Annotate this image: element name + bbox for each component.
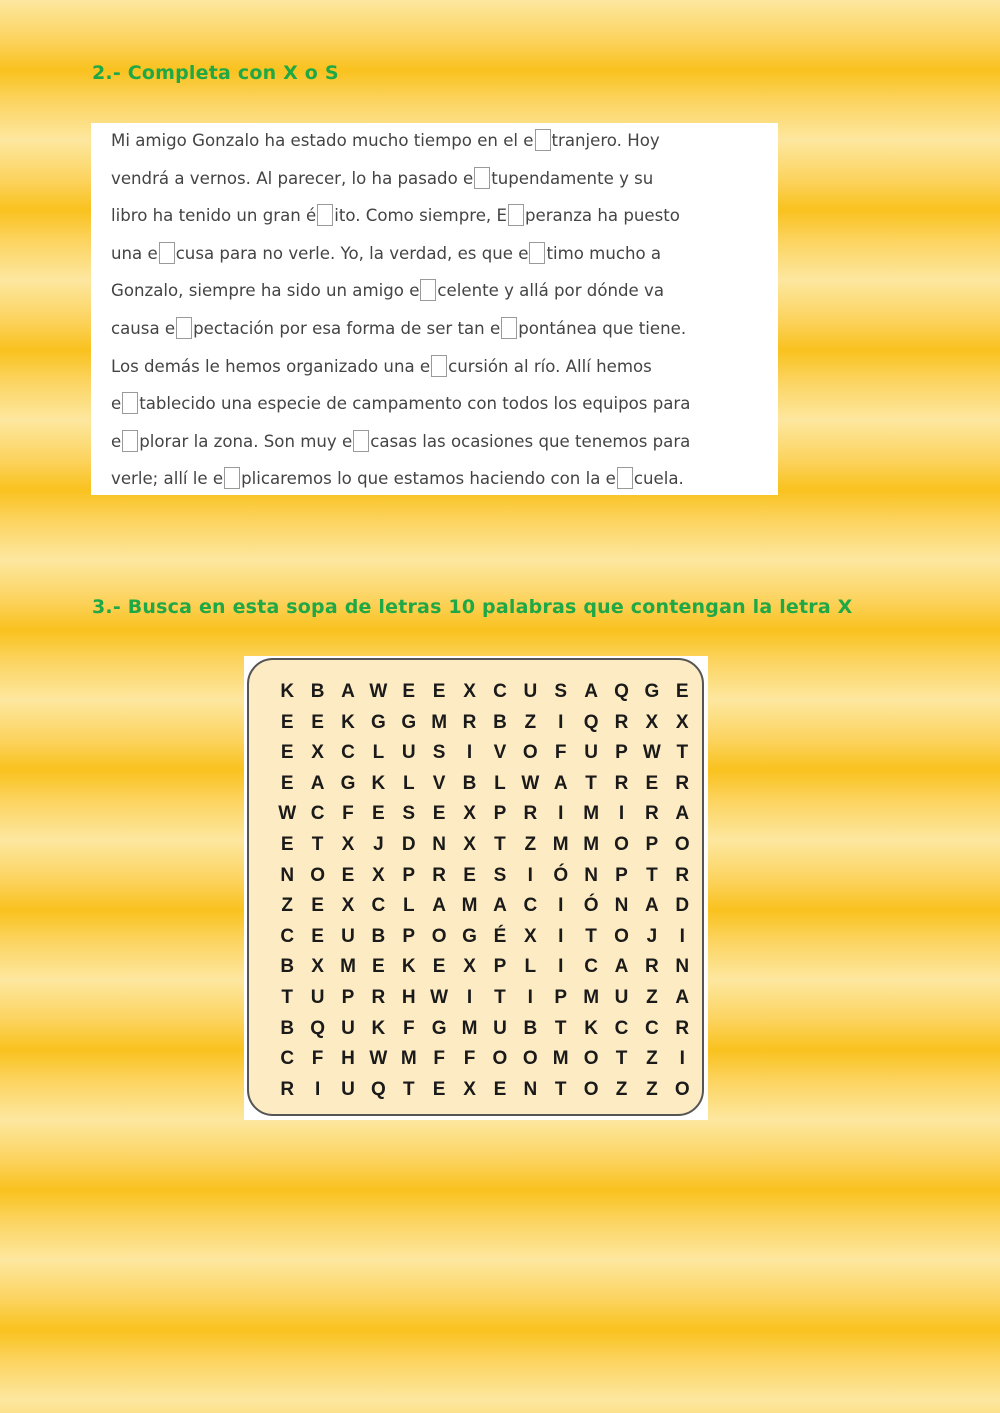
letter-cell[interactable]: I — [558, 956, 564, 978]
text-line — [111, 314, 778, 352]
letter-cell[interactable]: N — [432, 833, 447, 855]
text-segment: tranjero. Hoy — [551, 131, 660, 150]
letter-cell[interactable]: X — [463, 833, 476, 855]
letter-cell[interactable]: R — [645, 803, 659, 825]
letter-cell[interactable]: T — [311, 833, 324, 855]
letter-cell[interactable]: T — [646, 864, 658, 886]
letter-cell[interactable]: R — [645, 956, 659, 978]
text-segment: plicaremos lo que estamos haciendo con la e — [241, 469, 616, 489]
letter-cell[interactable]: X — [675, 711, 689, 733]
letter-cell[interactable]: T — [402, 1078, 415, 1100]
text-line — [111, 239, 778, 277]
letter-cell[interactable]: U — [341, 1017, 355, 1039]
letter-cell[interactable]: P — [615, 742, 628, 764]
letter-cell[interactable]: C — [310, 803, 325, 825]
text-segment: una e — [111, 243, 158, 263]
letter-cell[interactable]: Z — [646, 986, 658, 1008]
letter-cell[interactable]: K — [401, 956, 416, 978]
letter-cell[interactable]: B — [310, 681, 325, 702]
letter-cell[interactable]: A — [645, 895, 659, 917]
letter-cell[interactable]: T — [615, 1048, 628, 1070]
letter-cell[interactable]: T — [585, 772, 597, 794]
text-segment: Mi amigo Gonzalo ha estado mucho tiempo en el e — [111, 131, 534, 150]
letter-cell[interactable]: Q — [370, 1078, 386, 1100]
letter-blank-input[interactable] — [159, 242, 175, 264]
letter-cell[interactable]: A — [432, 895, 447, 917]
letter-cell[interactable]: M — [461, 895, 478, 917]
letter-cell[interactable]: Q — [614, 681, 629, 702]
letter-cell[interactable]: I — [558, 803, 564, 825]
letter-blank-input[interactable] — [617, 467, 633, 489]
letter-cell[interactable]: X — [311, 742, 324, 764]
text-segment: timo mucho a — [546, 243, 662, 263]
text-segment: cursión al río. Allí hemos — [448, 356, 652, 376]
letter-cell[interactable]: T — [494, 833, 506, 855]
letter-cell[interactable]: X — [311, 956, 324, 978]
letter-cell[interactable]: G — [644, 681, 660, 702]
letter-cell[interactable]: M — [461, 1017, 478, 1039]
letter-cell[interactable]: K — [280, 681, 295, 702]
letter-cell[interactable]: V — [493, 742, 507, 764]
text-segment: causa e — [111, 318, 176, 338]
text-segment: cuela. — [633, 469, 684, 489]
letter-cell[interactable]: L — [372, 742, 385, 764]
letter-cell[interactable]: G — [340, 772, 356, 794]
letter-cell[interactable]: I — [679, 925, 685, 947]
letter-cell[interactable]: O — [522, 1048, 538, 1070]
letter-cell[interactable]: O — [614, 925, 629, 947]
letter-cell[interactable]: F — [554, 742, 567, 764]
letter-cell[interactable]: S — [554, 681, 568, 702]
letter-cell[interactable]: W — [278, 803, 297, 825]
letter-cell[interactable]: R — [675, 864, 690, 886]
letter-cell[interactable]: N — [523, 1078, 538, 1100]
letter-cell[interactable]: O — [492, 1048, 508, 1070]
letter-cell[interactable]: A — [553, 772, 568, 794]
letter-cell[interactable]: P — [402, 864, 416, 886]
letter-cell[interactable]: U — [584, 742, 598, 764]
letter-cell[interactable]: Z — [646, 1048, 658, 1070]
letter-cell[interactable]: C — [341, 742, 355, 764]
letter-cell[interactable]: M — [583, 803, 600, 825]
letter-cell[interactable]: U — [523, 681, 538, 702]
letter-blank-input[interactable] — [176, 317, 192, 339]
letter-cell[interactable]: I — [679, 1048, 685, 1070]
text-segment: vendrá a vernos. Al parecer, lo ha pasado e — [111, 168, 474, 188]
exercise-2-heading: 2.- Completa con X o S — [92, 62, 339, 84]
letter-cell[interactable]: O — [674, 833, 690, 855]
letter-cell[interactable]: L — [494, 772, 506, 794]
letter-cell[interactable]: I — [527, 864, 533, 886]
letter-cell[interactable]: M — [400, 1048, 417, 1070]
letter-cell[interactable]: Z — [615, 1078, 628, 1100]
letter-cell[interactable]: M — [552, 833, 569, 855]
text-line — [111, 164, 778, 202]
letter-cell[interactable]: N — [584, 864, 598, 886]
letter-cell[interactable]: O — [614, 833, 629, 855]
letter-cell[interactable]: T — [554, 1078, 567, 1100]
letter-cell[interactable]: C — [584, 956, 598, 978]
letter-blank-input[interactable] — [317, 204, 333, 226]
letter-cell[interactable]: C — [280, 1048, 295, 1070]
letter-cell[interactable]: F — [402, 1017, 415, 1039]
letter-cell[interactable]: O — [674, 1078, 690, 1100]
letter-cell[interactable]: C — [523, 895, 538, 917]
letter-cell[interactable]: B — [280, 956, 295, 978]
letter-cell[interactable]: Z — [524, 711, 537, 733]
letter-blank-input[interactable] — [501, 317, 517, 339]
letter-cell[interactable]: X — [341, 833, 355, 855]
letter-cell[interactable]: X — [463, 1078, 476, 1100]
letter-cell[interactable]: R — [614, 711, 629, 733]
letter-cell[interactable]: E — [645, 772, 659, 794]
letter-cell[interactable]: E — [280, 742, 294, 764]
letter-cell[interactable]: F — [342, 803, 354, 825]
letter-cell[interactable]: G — [462, 925, 477, 947]
text-segment: e — [111, 394, 122, 414]
letter-cell[interactable]: F — [463, 1048, 476, 1070]
letter-cell[interactable]: R — [675, 772, 690, 794]
letter-cell[interactable]: A — [310, 772, 325, 794]
letter-cell[interactable]: E — [675, 681, 689, 702]
letter-blank-input[interactable] — [224, 467, 240, 489]
letter-cell[interactable]: T — [281, 986, 293, 1008]
letter-cell[interactable]: K — [371, 772, 386, 794]
word-search-panel — [244, 656, 708, 1120]
letter-cell[interactable]: F — [311, 1048, 324, 1070]
letter-cell[interactable]: E — [432, 681, 446, 702]
letter-cell[interactable]: E — [493, 1078, 507, 1100]
letter-cell[interactable]: E — [311, 925, 324, 947]
letter-cell[interactable]: M — [552, 1048, 569, 1070]
letter-cell[interactable]: T — [676, 742, 689, 764]
letter-cell[interactable]: U — [341, 925, 355, 947]
text-segment: plorar la zona. Son muy e — [139, 431, 353, 451]
letter-cell[interactable]: A — [675, 986, 690, 1008]
letter-cell[interactable]: B — [371, 925, 386, 947]
letter-cell[interactable]: E — [280, 772, 294, 794]
letter-cell[interactable]: O — [431, 925, 447, 947]
letter-cell[interactable]: E — [432, 1078, 446, 1100]
letter-cell[interactable]: T — [554, 1017, 567, 1039]
letter-cell[interactable]: E — [372, 956, 385, 978]
letter-cell[interactable]: E — [341, 864, 355, 886]
letter-cell[interactable]: X — [645, 711, 659, 733]
letter-cell[interactable]: Z — [524, 833, 537, 855]
letter-cell[interactable]: O — [583, 1078, 599, 1100]
letter-cell[interactable]: E — [463, 864, 476, 886]
letter-cell[interactable]: E — [432, 803, 446, 825]
text-line — [111, 352, 778, 390]
letter-cell[interactable]: X — [341, 895, 355, 917]
letter-cell[interactable]: X — [372, 864, 385, 886]
letter-cell[interactable]: Z — [281, 895, 293, 917]
letter-cell[interactable]: P — [645, 833, 659, 855]
letter-cell[interactable]: W — [430, 986, 449, 1008]
letter-cell[interactable]: X — [463, 956, 476, 978]
letter-cell[interactable]: B — [493, 711, 507, 733]
text-segment: ito. Como siempre, E — [334, 206, 507, 226]
letter-blank-input[interactable] — [535, 129, 551, 151]
text-line — [111, 389, 778, 427]
letter-cell[interactable]: L — [524, 956, 537, 978]
word-search-frame — [247, 658, 704, 1116]
letter-cell[interactable]: O — [583, 1048, 599, 1070]
letter-cell[interactable]: I — [466, 742, 473, 764]
letter-blank-input[interactable] — [122, 430, 138, 452]
letter-cell[interactable]: U — [614, 986, 629, 1008]
letter-cell[interactable]: E — [311, 895, 324, 917]
text-line — [111, 276, 778, 314]
letter-cell[interactable]: Ó — [553, 864, 569, 886]
fill-in-text-box — [91, 123, 778, 495]
letter-cell[interactable]: M — [431, 711, 448, 733]
letter-cell[interactable]: B — [280, 1017, 295, 1039]
letter-cell[interactable]: K — [584, 1017, 598, 1039]
letter-cell[interactable]: I — [618, 803, 625, 825]
letter-cell[interactable]: M — [340, 956, 356, 978]
text-segment: peranza ha puesto — [524, 206, 680, 226]
letter-cell[interactable]: N — [675, 956, 690, 978]
letter-cell[interactable]: U — [493, 1017, 507, 1039]
text-line — [111, 427, 778, 465]
text-segment: tablecido una especie de campamento con todos los equipos para — [139, 394, 691, 414]
letter-cell[interactable]: K — [341, 711, 355, 733]
letter-cell[interactable]: Q — [310, 1017, 325, 1039]
letter-cell[interactable]: U — [310, 986, 325, 1008]
text-segment: verle; allí le e — [111, 469, 224, 489]
letter-cell[interactable]: M — [583, 833, 600, 855]
exercise-3-heading: 3.- Busca en esta sopa de letras 10 palabras que contengan la letra X — [92, 596, 853, 618]
letter-cell[interactable]: D — [675, 895, 690, 917]
letter-blank-input[interactable] — [431, 355, 447, 377]
letter-cell[interactable]: X — [463, 803, 476, 825]
letter-blank-input[interactable] — [508, 204, 524, 226]
text-segment: libro ha tenido un gran é — [111, 206, 317, 226]
letter-cell[interactable]: R — [432, 864, 447, 886]
text-line — [111, 464, 778, 502]
letter-cell[interactable]: R — [462, 711, 477, 733]
letter-cell[interactable]: P — [493, 803, 507, 825]
letter-cell[interactable]: N — [614, 895, 629, 917]
letter-cell[interactable]: P — [402, 925, 416, 947]
letter-cell[interactable]: I — [527, 986, 533, 1008]
letter-cell[interactable]: R — [280, 1078, 295, 1100]
letter-cell[interactable]: W — [642, 742, 661, 764]
letter-cell[interactable]: C — [645, 1017, 659, 1039]
letter-cell[interactable]: P — [341, 986, 355, 1008]
letter-cell[interactable]: C — [614, 1017, 629, 1039]
letter-cell[interactable]: A — [675, 803, 690, 825]
letter-cell[interactable]: G — [431, 1017, 447, 1039]
text-segment: pontánea que tiene. — [518, 318, 687, 338]
text-segment: tupendamente y su — [491, 168, 654, 188]
letter-cell[interactable]: A — [341, 681, 355, 702]
letter-cell[interactable]: C — [280, 925, 295, 947]
letter-cell[interactable]: S — [402, 803, 416, 825]
letter-cell[interactable]: N — [280, 864, 295, 886]
letter-cell[interactable]: T — [585, 925, 597, 947]
text-segment: Gonzalo, siempre ha sido un amigo e — [111, 281, 420, 301]
letter-cell[interactable]: H — [341, 1048, 355, 1070]
letter-cell[interactable]: É — [493, 925, 507, 947]
letter-cell[interactable]: A — [493, 895, 507, 917]
letter-cell[interactable]: O — [522, 742, 538, 764]
letter-cell[interactable]: A — [584, 681, 598, 702]
letter-cell[interactable]: T — [494, 986, 506, 1008]
letter-cell[interactable]: I — [466, 986, 473, 1008]
letter-cell[interactable]: R — [371, 986, 386, 1008]
letter-cell[interactable]: A — [614, 956, 629, 978]
text-segment: Los demás le hemos organizado una e — [111, 356, 431, 376]
letter-cell[interactable]: W — [521, 772, 540, 794]
letter-cell[interactable]: U — [341, 1078, 355, 1100]
letter-cell[interactable]: P — [554, 986, 568, 1008]
letter-cell[interactable]: P — [615, 864, 628, 886]
letter-cell[interactable]: S — [493, 864, 507, 886]
letter-cell[interactable]: K — [371, 1017, 386, 1039]
letter-cell[interactable]: J — [373, 833, 384, 855]
letter-cell[interactable]: Z — [646, 1078, 658, 1100]
letter-cell[interactable]: D — [401, 833, 416, 855]
letter-blank-input[interactable] — [122, 392, 138, 414]
letter-cell[interactable]: G — [370, 711, 386, 733]
letter-cell[interactable]: I — [314, 1078, 321, 1100]
letter-blank-input[interactable] — [529, 242, 545, 264]
letter-cell[interactable]: W — [369, 681, 388, 702]
letter-cell[interactable]: X — [523, 925, 537, 947]
letter-blank-input[interactable] — [353, 430, 369, 452]
letter-cell[interactable]: P — [493, 956, 507, 978]
letter-cell[interactable]: L — [402, 895, 415, 917]
text-segment: pectación por esa forma de ser tan e — [193, 318, 501, 338]
text-segment: cusa para no verle. Yo, la verdad, es que e — [175, 243, 529, 263]
letter-blank-input[interactable] — [420, 279, 436, 301]
letter-cell[interactable]: O — [310, 864, 325, 886]
letter-cell[interactable]: I — [558, 711, 564, 733]
letter-cell[interactable]: E — [311, 711, 324, 733]
text-segment: celente y allá por dónde va — [437, 281, 664, 301]
letter-cell[interactable]: E — [372, 803, 385, 825]
letter-cell[interactable]: B — [462, 772, 477, 794]
letter-cell[interactable]: C — [371, 895, 386, 917]
letter-cell[interactable]: G — [401, 711, 417, 733]
letter-cell[interactable]: L — [402, 772, 415, 794]
letter-blank-input[interactable] — [474, 167, 490, 189]
letter-cell[interactable]: I — [558, 895, 564, 917]
letter-cell[interactable]: E — [280, 833, 294, 855]
letter-cell[interactable]: U — [401, 742, 416, 764]
letter-cell[interactable]: S — [432, 742, 446, 764]
letter-cell[interactable]: M — [583, 986, 600, 1008]
letter-cell[interactable]: H — [401, 986, 416, 1008]
letter-cell[interactable]: B — [523, 1017, 538, 1039]
text-line — [111, 201, 778, 239]
letter-cell[interactable]: C — [493, 681, 507, 702]
word-search-grid — [272, 677, 697, 1105]
text-segment: casas las ocasiones que tenemos para — [370, 431, 691, 451]
letter-cell[interactable]: R — [675, 1017, 690, 1039]
letter-cell[interactable]: W — [369, 1048, 388, 1070]
letter-cell[interactable]: R — [614, 772, 629, 794]
text-line — [111, 126, 778, 164]
text-segment: e — [111, 431, 122, 451]
letter-cell[interactable]: R — [523, 803, 538, 825]
letter-cell[interactable]: E — [402, 681, 416, 702]
letter-cell[interactable]: I — [558, 925, 564, 947]
letter-cell[interactable]: X — [463, 681, 476, 702]
letter-cell[interactable]: J — [646, 925, 658, 947]
letter-cell[interactable]: V — [432, 772, 446, 794]
letter-cell[interactable]: Ó — [583, 895, 599, 917]
letter-cell[interactable]: F — [433, 1048, 445, 1070]
letter-cell[interactable]: E — [432, 956, 446, 978]
letter-cell[interactable]: Q — [583, 711, 599, 733]
letter-cell[interactable]: E — [280, 711, 294, 733]
